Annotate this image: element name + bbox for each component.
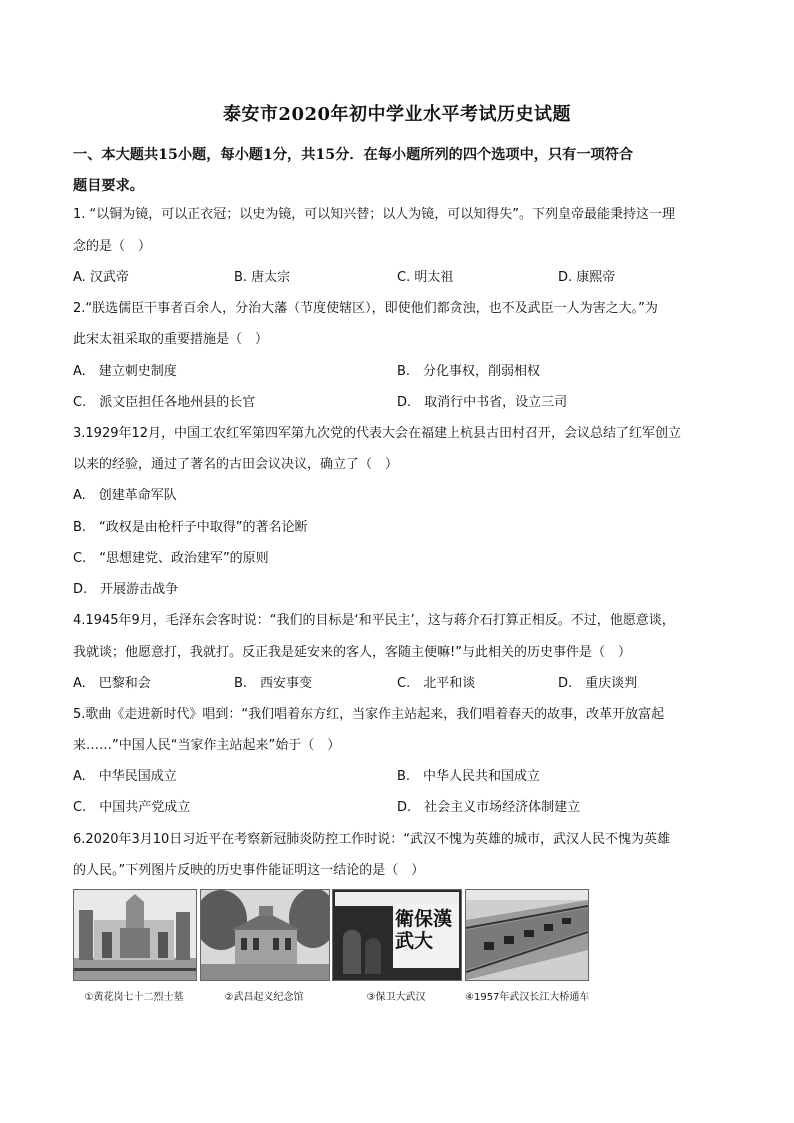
q5-stem-line-2: 来……”中国人民“当家作主站起来”始于（ ） — [73, 738, 341, 753]
q2-stem-line-1: 2.“朕选儒臣干事者百余人，分治大藩（节度使辖区），即使他们都贪浊，也不及武臣一人为害之大。”为 — [73, 301, 658, 316]
q6-stem-line-2: 的人民。”下列图片反映的历史事件能证明这一结论的是（ ） — [73, 863, 425, 878]
q4-option-a: A. 巴黎和会 — [73, 676, 151, 691]
caption-image-2: ②武昌起义纪念馆 — [224, 992, 304, 1003]
q3-option-a: A. 创建革命军队 — [73, 488, 177, 503]
section-line-2: 题目要求。 — [73, 178, 144, 194]
q1-option-d: D. 康熙帝 — [558, 270, 616, 285]
q1-option-b: B. 唐太宗 — [234, 270, 291, 285]
q2-option-c: C. 派文臣担任各地州县的长官 — [73, 395, 256, 410]
caption-image-1: ①黄花岗七十二烈士墓 — [84, 992, 184, 1003]
q4-option-c: C. 北平和谈 — [397, 676, 476, 691]
q5-option-d: D. 社会主义市场经济体制建立 — [397, 800, 581, 815]
tomb-photo-illustration — [74, 890, 196, 980]
figure-silhouette — [365, 938, 381, 974]
q4-option-d: D. 重庆谈判 — [558, 676, 638, 691]
q4-stem-line-2: 我就谈；他愿意打，我就打。反正我是延安来的客人，客随主便嘛!”与此相关的历史事件是（ ） — [73, 645, 631, 660]
q6-stem-line-1: 6.2020年3月10日习近平在考察新冠肺炎防控工作时说：“武汉不愧为英雄的城市，武汉人民不愧为英雄 — [73, 832, 671, 847]
photo-yangtze-bridge — [465, 889, 589, 981]
q1-option-a: A. 汉武帝 — [73, 270, 129, 285]
q5-option-c: C. 中国共产党成立 — [73, 800, 191, 815]
photo-wuchang-memorial — [200, 889, 330, 981]
q2-option-d: D. 取消行中书省，设立三司 — [397, 395, 568, 410]
q4-option-b: B. 西安事变 — [234, 676, 313, 691]
bridge-photo-illustration — [466, 890, 588, 980]
q3-option-c: C. “思想建党、政治建军”的原则 — [73, 551, 269, 566]
photo-defend-wuhan — [332, 889, 462, 981]
q2-option-a: A. 建立刺史制度 — [73, 364, 177, 379]
q3-stem-line-2: 以来的经验，通过了著名的古田会议决议，确立了（ ） — [73, 457, 399, 472]
figure-silhouette — [343, 930, 361, 974]
q5-option-a: A. 中华民国成立 — [73, 769, 177, 784]
caption-image-4: ④1957年武汉长江大桥通车 — [465, 992, 590, 1003]
q1-stem-line-1: 1. “以铜为镜，可以正衣冠；以史为镜，可以知兴替；以人为镜，可以知得失”。下列皇帝最能秉持这一理 — [73, 207, 676, 222]
q1-stem-line-2: 念的是（ ） — [73, 239, 152, 254]
q5-option-b: B. 中华人民共和国成立 — [397, 769, 541, 784]
caption-image-3: ③保卫大武汉 — [366, 992, 426, 1003]
q2-stem-line-2: 此宋太祖采取的重要措施是（ ） — [73, 332, 269, 347]
sign-text: 衛保漢武大 — [395, 908, 453, 952]
memorial-photo-illustration — [201, 890, 329, 980]
exam-title: 泰安市2020年初中学业水平考试历史试题 — [222, 104, 572, 125]
q4-stem-line-1: 4.1945年9月，毛泽东会客时说：“我们的目标是‘和平民主’，这与蒋介石打算正相反。不过，他愿意谈， — [73, 613, 675, 628]
q5-stem-line-1: 5.歌曲《走进新时代》唱到：“我们唱着东方红，当家作主站起来，我们唱着春天的故事，改革开放富起 — [73, 707, 665, 722]
section-instruction — [73, 140, 723, 202]
photo-huanghuagang-tomb — [73, 889, 197, 981]
q2-option-b: B. 分化事权，削弱相权 — [397, 364, 541, 379]
q1-option-c: C. 明太祖 — [397, 270, 454, 285]
section-line-1: 一、本大题共15小题，每小题1分，共15分．在每小题所列的四个选项中，只有一项符合 — [73, 147, 634, 163]
q3-stem-line-1: 3.1929年12月，中国工农红军第四军第九次党的代表大会在福建上杭县古田村召开，会议总结了红军创立 — [73, 426, 682, 441]
q3-option-d: D. 开展游击战争 — [73, 582, 179, 597]
q3-option-b: B. “政权是由枪杆子中取得”的著名论断 — [73, 520, 308, 535]
